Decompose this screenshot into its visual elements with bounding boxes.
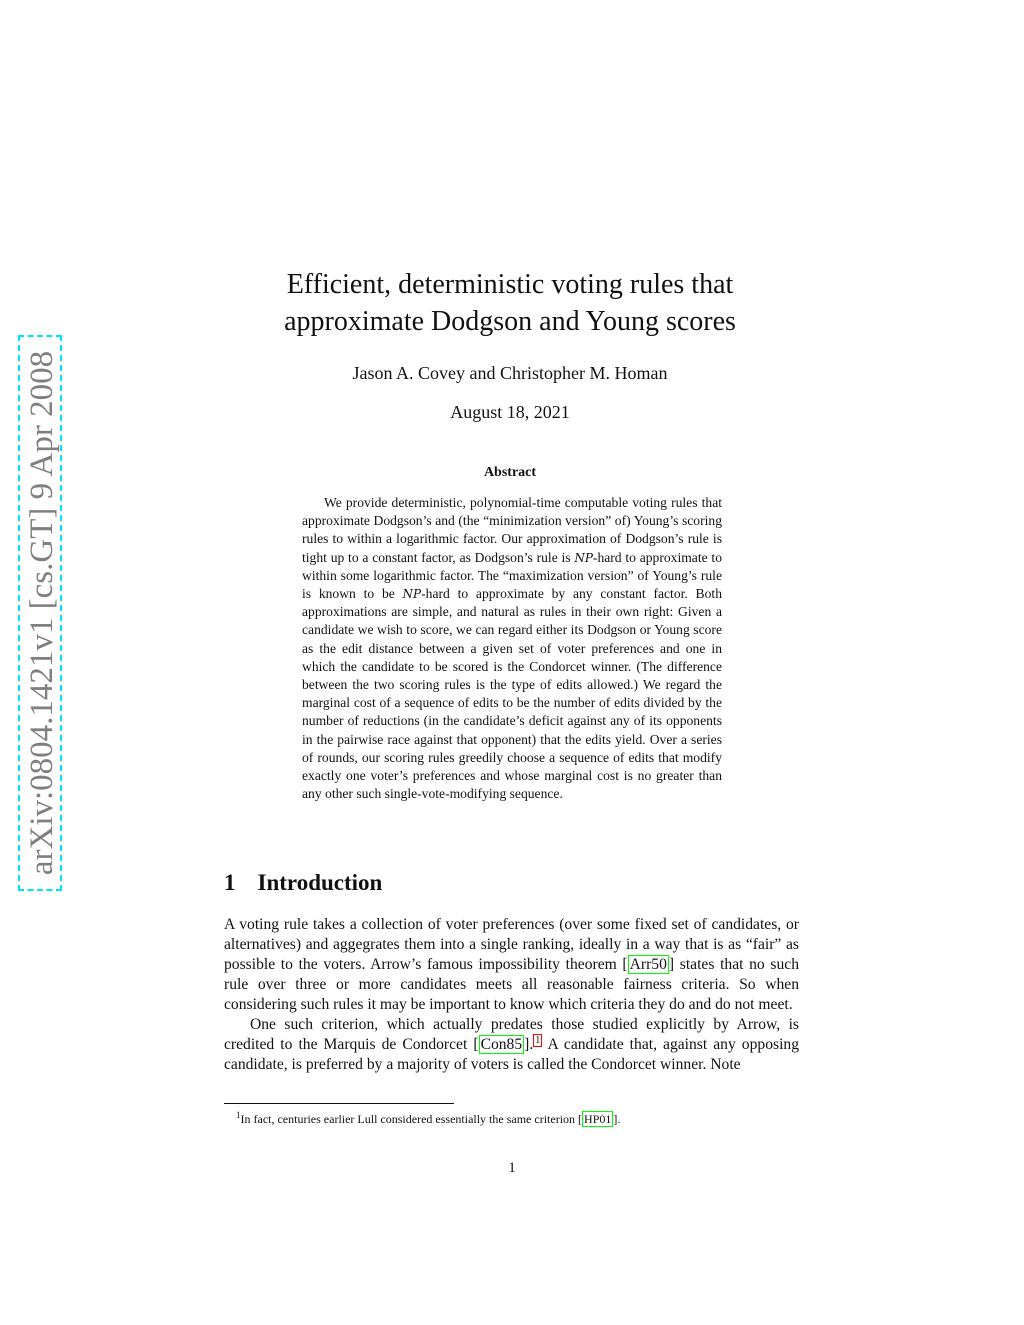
body-text [224, 915, 799, 1075]
np-symbol: NP [402, 587, 422, 602]
page-number: 1 [508, 1160, 516, 1176]
citation-link[interactable]: Con85 [480, 1036, 523, 1053]
footnote-text-a: In fact, centuries earlier Lull considered essentially the same criterion [ [240, 1112, 583, 1126]
paragraph-1 [224, 915, 799, 1015]
paragraph-2-text-b: ]. [524, 1036, 534, 1053]
abstract-part-1: We provide deterministic, polynomial-time computable voting rules that approximate Dodgson’s and (the “minimization version” of) Young’s scoring rules to within a logarithmic factor. Our approximation of Dodgson’s rule is tight up to a constant factor, as Dodgson’s rule is [302, 495, 722, 565]
footnote-link[interactable]: 1 [535, 1034, 541, 1046]
abstract-part-2: -hard to approximate to within some logarithmic factor. The “maximization version” of Young’s rule is known to be [302, 549, 722, 602]
paragraph-2 [224, 1015, 799, 1075]
footnote-text-b: ]. [613, 1112, 621, 1126]
authors: Jason A. Covey and Christopher M. Homan [352, 363, 668, 383]
abstract-part-3: -hard to approximate by any constant factor. Both approximations are simple, and natural as rules in their own right: Given a candidate we wish to score, we can regard either its Dodgson or Young score as the edit distance between a given set of voter preferences and one in which the candidate to be scored is the Condorcet winner. (The difference between the two scoring rules is the type of edits allowed.) We regard the marginal cost of a sequence of edits to be the number of edits divided by the number of reductions (in the candidate’s deficit against any of its opponents in the pairwise race against that opponent) that the edits yield. Over a series of rounds, our scoring rules greedily choose a sequence of edits that modify exactly one voter’s preferences and whose marginal cost is no greater than any other such single-vote-modifying sequence. [302, 586, 722, 802]
section-title: Introduction [257, 870, 383, 895]
arxiv-stamp[interactable]: arXiv:0804.1421v1 [cs.GT] 9 Apr 2008 [18, 335, 62, 891]
arxiv-stamp-container [16, 334, 64, 892]
paper-title [180, 266, 840, 340]
date: August 18, 2021 [450, 402, 570, 422]
footnote-rule [224, 1103, 454, 1104]
paragraph-1-text-a: A voting rule takes a collection of voter preferences (over some fixed set of candidates, or alternatives) and aggegrates them into a single ranking, ideally in a way that is as “fair” as possible to the voters. Arrow’s famous impossibility theorem [ [224, 916, 799, 973]
paragraph-2-text-a: One such criterion, which actually predates those studied explicitly by Arrow, is credited to the Marquis de Condorcet [ [224, 1016, 799, 1053]
paragraph-1-text-b: ] states that no such rule over three or more candidates meets all reasonable fairness criteria. So when considering such rules it may be important to know which criteria they do and do not meet. [224, 956, 799, 1013]
paragraph-2-text-c: A candidate that, against any opposing candidate, is preferred by a majority of voters is called the Condorcet winner. Note [224, 1036, 799, 1073]
citation-link[interactable]: HP01 [584, 1112, 612, 1126]
abstract-text [302, 494, 722, 803]
section-number: 1 [224, 870, 236, 895]
citation-link[interactable]: Arr50 [629, 956, 667, 973]
title-line-2: approximate Dodgson and Young scores [284, 306, 736, 337]
footnote-mark: 1 [236, 1110, 241, 1120]
np-symbol: NP [574, 550, 593, 565]
title-line-1: Efficient, deterministic voting rules that [286, 269, 734, 300]
section-heading [224, 870, 382, 896]
footnote [236, 1107, 801, 1127]
abstract-heading: Abstract [483, 465, 537, 480]
